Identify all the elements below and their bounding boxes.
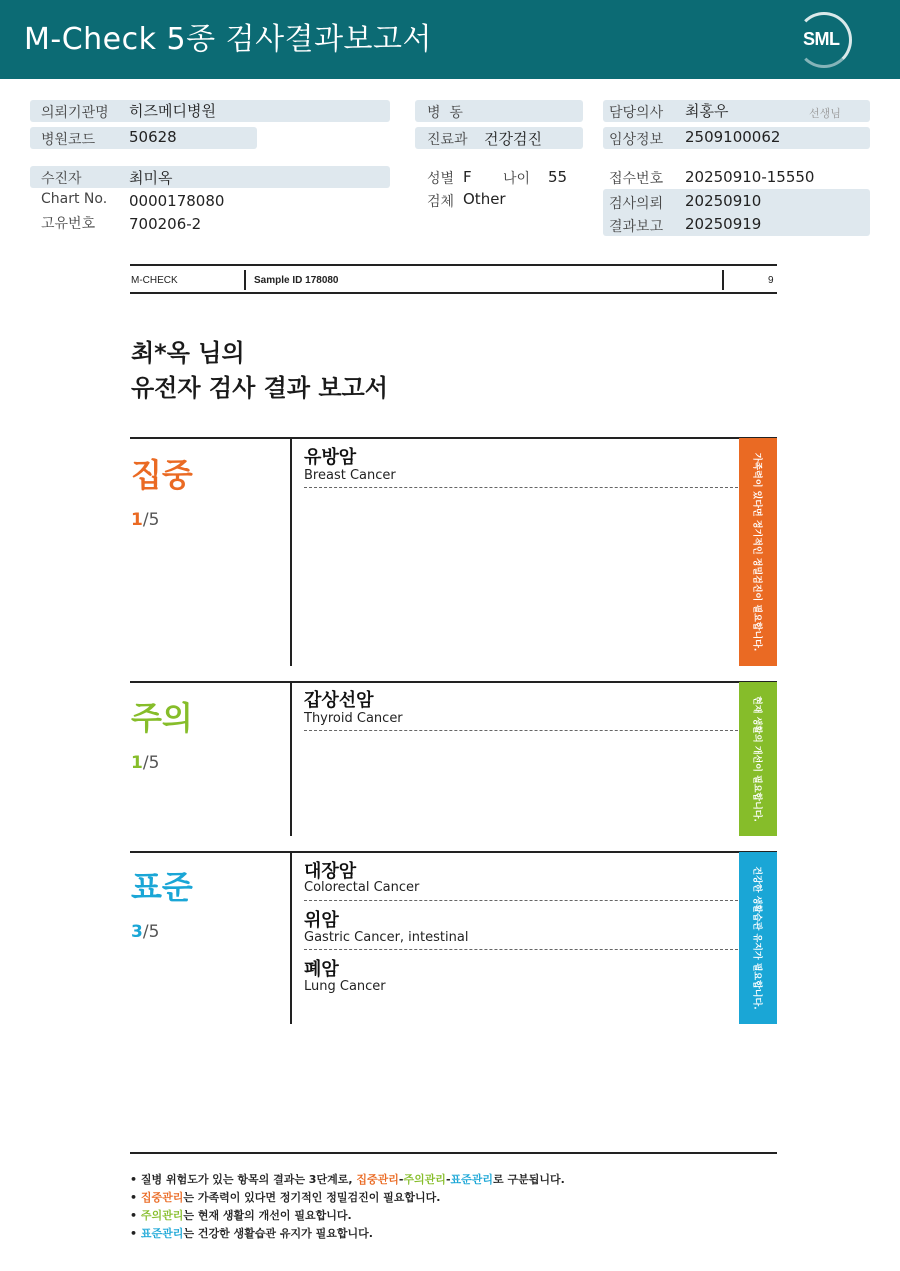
section-focus-count-value: 1 (131, 510, 143, 530)
chart-label: Chart No. (41, 191, 108, 207)
section-focus-rule (130, 437, 777, 439)
disease-name: 위암 (304, 910, 339, 931)
section-caution-divider (290, 682, 292, 836)
footnote-4-label: 표준관리 (140, 1227, 184, 1240)
footnote-4: • 표준관리는 건강한 생활습관 유지가 필요합니다. (130, 1227, 373, 1240)
footnote-1-text: 질병 위험도가 있는 항목의 결과는 3단계로, (140, 1173, 357, 1186)
dept-value: 건강검진 (484, 130, 542, 148)
hospital-code-value: 50628 (129, 128, 177, 146)
disease-divider (304, 900, 738, 901)
meta-page-number: 9 (768, 275, 774, 286)
footnote-3-text: 는 현재 생활의 개선이 필요합니다. (183, 1209, 352, 1222)
unique-value: 700206-2 (129, 215, 202, 233)
meta-top-rule (130, 264, 777, 266)
disease-divider (304, 487, 738, 488)
section-standard-count-total: /5 (142, 922, 160, 942)
disease-name: 대장암 (304, 861, 357, 882)
sex-value: F (463, 168, 472, 186)
section-standard-rule (130, 851, 777, 853)
footnote-1-sep1: - (398, 1173, 404, 1186)
section-caution-sidebar-text: 현재 생활의 개선이 필요합니다. (751, 696, 762, 822)
disease-en: Colorectal Cancer (304, 880, 420, 895)
disease-name: 유방암 (304, 447, 357, 468)
footnote-1-end: 로 구분됩니다. (493, 1173, 565, 1186)
report-title-line1: 최*옥 님의 (131, 339, 245, 367)
disease-en: Thyroid Cancer (304, 711, 403, 726)
doctor-suffix: 선생님 (809, 107, 841, 120)
sml-logo (796, 12, 852, 68)
section-focus-divider (290, 438, 292, 666)
disease-divider (304, 949, 738, 950)
doctor-value: 최홍우 (685, 102, 729, 120)
unique-label: 고유번호 (41, 216, 96, 232)
report-title-line2: 유전자 검사 결과 보고서 (131, 374, 388, 402)
disease-name: 폐암 (304, 959, 339, 980)
footnote-2-text: 는 가족력이 있다면 정기적인 정밀검진이 필요합니다. (183, 1191, 441, 1204)
chart-value: 0000178080 (129, 192, 225, 210)
ward-label: 병 동 (427, 105, 463, 121)
section-standard-sidebar (739, 852, 777, 1024)
clinical-value: 2509100062 (685, 128, 781, 146)
patient-value: 최미옥 (129, 169, 173, 187)
disease-divider (304, 730, 738, 731)
hospital-code-label: 병원코드 (41, 132, 96, 148)
institution-label: 의뢰기관명 (41, 105, 109, 121)
footnote-1-focus: 집중관리 (356, 1173, 399, 1186)
specimen-label: 검체 (427, 194, 455, 210)
institution-value: 히즈메디병원 (129, 102, 216, 120)
section-caution-sidebar (739, 682, 777, 836)
section-caution-count-value: 1 (131, 753, 143, 773)
dept-label: 진료과 (427, 132, 468, 148)
section-caution-count-total: /5 (142, 753, 160, 773)
patient-label: 수진자 (41, 171, 82, 187)
section-caution-label: 주의 (131, 699, 193, 737)
report-header-title: M-Check 5종 검사결과보고서 (24, 22, 432, 57)
request-label: 검사의뢰 (609, 196, 664, 212)
section-focus-count-total: /5 (142, 510, 160, 530)
footnote-3: • 주의관리는 현재 생활의 개선이 필요합니다. (130, 1209, 352, 1222)
age-label: 나이 (503, 171, 531, 187)
meta-divider-1 (244, 270, 246, 290)
report-date-label: 결과보고 (609, 219, 664, 235)
meta-sample-id: Sample ID 178080 (254, 275, 339, 286)
section-caution-count (131, 753, 159, 773)
sex-label: 성별 (427, 171, 455, 187)
age-value: 55 (548, 168, 568, 186)
report-header (0, 0, 900, 79)
section-standard-count-value: 3 (131, 922, 143, 942)
disease-en: Gastric Cancer, intestinal (304, 930, 469, 945)
info-bar-patient (30, 166, 390, 188)
specimen-value: Other (463, 190, 506, 208)
footnote-1-caution: 주의관리 (403, 1173, 446, 1186)
section-focus-count (131, 510, 159, 530)
section-standard-sidebar-text: 건강한 생활습관 유지가 필요합니다. (751, 866, 762, 1010)
footnote-2-label: 집중관리 (140, 1191, 184, 1204)
disease-name: 갑상선암 (304, 690, 374, 711)
section-standard-divider (290, 852, 292, 1024)
doctor-label: 담당의사 (609, 105, 664, 121)
footnote-4-text: 는 건강한 생활습관 유지가 필요합니다. (183, 1227, 373, 1240)
receipt-label: 접수번호 (609, 171, 664, 187)
section-focus-sidebar-text: 가족력이 있다면 정기적인 정밀검진이 필요합니다. (751, 452, 762, 652)
section-caution-rule (130, 681, 777, 683)
section-focus-label: 집중 (131, 456, 193, 494)
section-focus-sidebar (739, 438, 777, 666)
footnote-1-standard: 표준관리 (450, 1173, 494, 1186)
report-date-value: 20250919 (685, 215, 762, 233)
disease-en: Lung Cancer (304, 979, 386, 994)
meta-product: M-CHECK (131, 275, 178, 286)
footnote-rule (130, 1152, 777, 1154)
footnote-2: • 집중관리는 가족력이 있다면 정기적인 정밀검진이 필요합니다. (130, 1191, 441, 1204)
section-standard-label: 표준 (131, 868, 193, 906)
clinical-label: 임상정보 (609, 132, 664, 148)
meta-divider-2 (722, 270, 724, 290)
request-value: 20250910 (685, 192, 762, 210)
sml-logo-text: SML (803, 29, 840, 49)
footnote-3-label: 주의관리 (140, 1209, 184, 1222)
footnote-1-sep2: - (445, 1173, 451, 1186)
disease-en: Breast Cancer (304, 468, 396, 483)
receipt-value: 20250910-15550 (685, 168, 815, 186)
section-standard-count (131, 922, 159, 942)
meta-bottom-rule (130, 292, 777, 294)
footnote-1: • 질병 위험도가 있는 항목의 결과는 3단계로, 집중관리-주의관리-표준관리로 구분됩니다. (130, 1173, 565, 1186)
